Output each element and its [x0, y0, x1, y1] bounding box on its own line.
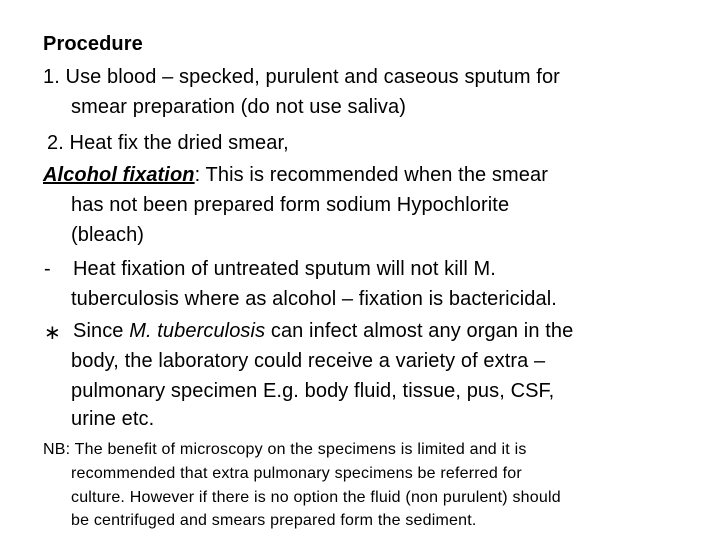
nb-line-3: culture. However if there is no option the fluid (non purulent) should	[71, 489, 561, 506]
alcohol-fixation-line-1	[43, 163, 548, 187]
heat-bullet-line-2: tuberculosis where as alcohol – fixation is bactericidal.	[71, 288, 557, 310]
since-bullet-species: M. tuberculosis	[129, 320, 266, 342]
since-bullet-line-3: pulmonary specimen E.g. body fluid, tissue, pus, CSF,	[71, 380, 555, 402]
since-bullet-line-2: body, the laboratory could receive a variety of extra –	[71, 350, 546, 372]
since-bullet-post: can infect almost any organ in the	[265, 320, 574, 342]
since-bullet-line-4: urine etc.	[71, 408, 155, 430]
alcohol-fixation-label: Alcohol fixation	[43, 164, 195, 186]
nb-line-2: recommended that extra pulmonary specimens be referred for	[71, 465, 522, 482]
nb-line-1: NB: The benefit of microscopy on the specimens is limited and it is	[43, 441, 527, 458]
alcohol-fixation-line-2: has not been prepared form sodium Hypochlorite	[71, 194, 510, 216]
step-1-line-1: 1. Use blood – specked, purulent and caseous sputum for	[43, 66, 560, 88]
nb-line-4: be centrifuged and smears prepared form the sediment.	[71, 512, 477, 529]
since-bullet-pre: Since	[73, 320, 130, 342]
alcohol-fixation-text: : This is recommended when the smear	[194, 164, 548, 186]
slide-title: Procedure	[43, 33, 143, 55]
step-2: 2. Heat fix the dried smear,	[47, 132, 289, 154]
alcohol-fixation-line-3: (bleach)	[71, 224, 145, 246]
since-bullet-line-1	[73, 319, 573, 343]
since-bullet-marker: ∗	[44, 322, 61, 344]
step-1-line-2: smear preparation (do not use saliva)	[71, 96, 406, 118]
heat-bullet-marker: -	[44, 258, 51, 280]
heat-bullet-line-1: Heat fixation of untreated sputum will not kill M.	[73, 258, 496, 280]
